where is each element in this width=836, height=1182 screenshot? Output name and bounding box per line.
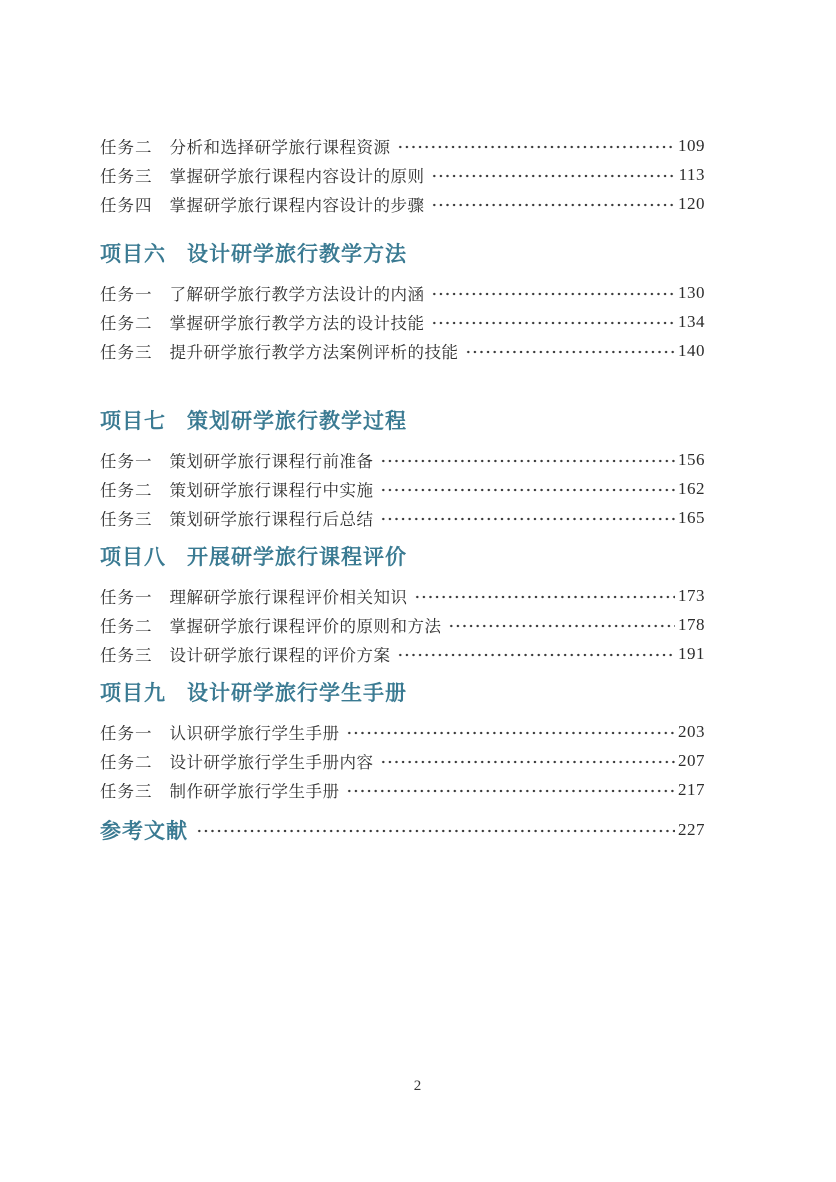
- toc-task-row: [100, 610, 705, 639]
- task-page-number: 156: [678, 449, 705, 469]
- task-title: 掌握研学旅行教学方法的设计技能: [169, 313, 425, 333]
- task-title: 设计研学旅行学生手册内容: [169, 752, 374, 772]
- toc-task-row: [100, 278, 705, 307]
- dot-leader: [448, 618, 676, 634]
- dot-leader: [431, 315, 676, 331]
- section-label: 项目六: [100, 242, 166, 266]
- task-page-number: 173: [678, 585, 705, 605]
- section-title: 策划研学旅行教学过程: [187, 409, 407, 433]
- section-header-project-7: [100, 405, 705, 435]
- dot-leader: [397, 139, 676, 155]
- dot-leader: [380, 754, 676, 770]
- toc-task-row: [100, 307, 705, 336]
- section-header-project-9: [100, 677, 705, 707]
- dot-leader: [346, 725, 676, 741]
- section-title: 设计研学旅行学生手册: [187, 681, 407, 705]
- toc-task-row: [100, 639, 705, 668]
- task-page-number: 134: [678, 311, 705, 331]
- task-label: 任务四: [100, 195, 153, 215]
- task-title: 理解研学旅行课程评价相关知识: [169, 587, 408, 607]
- task-title: 策划研学旅行课程行中实施: [169, 480, 374, 500]
- task-label: 任务二: [100, 752, 153, 772]
- task-title: 设计研学旅行课程的评价方案: [169, 645, 391, 665]
- toc-task-row: [100, 717, 705, 746]
- toc-task-row: [100, 746, 705, 775]
- dot-leader: [380, 511, 676, 527]
- section-label: 项目八: [100, 545, 166, 569]
- task-page-number: 203: [678, 721, 705, 741]
- toc-task-row: [100, 160, 705, 189]
- task-title: 掌握研学旅行课程内容设计的原则: [169, 166, 425, 186]
- toc-task-row: [100, 775, 705, 804]
- dot-leader: [346, 783, 676, 799]
- toc-task-row: [100, 336, 705, 365]
- section-label: 项目七: [100, 409, 166, 433]
- dot-leader: [431, 197, 676, 213]
- task-page-number: 140: [678, 340, 705, 360]
- task-title: 认识研学旅行学生手册: [169, 723, 340, 743]
- task-title: 了解研学旅行教学方法设计的内涵: [169, 284, 425, 304]
- references-entry: [100, 815, 705, 845]
- task-title: 制作研学旅行学生手册: [169, 781, 340, 801]
- section-title: 开展研学旅行课程评价: [187, 545, 407, 569]
- toc-task-row: [100, 445, 705, 474]
- task-page-number: 165: [678, 507, 705, 527]
- task-label: 任务二: [100, 313, 153, 333]
- dot-leader: [397, 647, 676, 663]
- toc-task-row: [100, 189, 705, 218]
- task-label: 任务一: [100, 723, 153, 743]
- task-label: 任务三: [100, 342, 153, 362]
- task-label: 任务一: [100, 284, 153, 304]
- task-label: 任务一: [100, 587, 153, 607]
- section-header-project-6: [100, 238, 705, 268]
- dot-leader: [431, 286, 676, 302]
- task-page-number: 130: [678, 282, 705, 302]
- dot-leader: [196, 822, 675, 840]
- toc-task-row: [100, 131, 705, 160]
- task-title: 掌握研学旅行课程内容设计的步骤: [169, 195, 425, 215]
- task-page-number: 191: [678, 643, 705, 663]
- task-title: 策划研学旅行课程行后总结: [169, 509, 374, 529]
- task-page-number: 207: [678, 750, 705, 770]
- task-title: 提升研学旅行教学方法案例评析的技能: [169, 342, 459, 362]
- dot-leader: [431, 168, 676, 184]
- task-page-number: 162: [678, 478, 705, 498]
- toc-task-row: [100, 581, 705, 610]
- task-label: 任务三: [100, 166, 153, 186]
- references-page-number: 227: [678, 820, 705, 839]
- section-title: 设计研学旅行教学方法: [187, 242, 407, 266]
- toc-task-row: [100, 503, 705, 532]
- task-label: 任务三: [100, 509, 153, 529]
- dot-leader: [380, 482, 676, 498]
- task-page-number: 113: [678, 164, 705, 184]
- task-page-number: 178: [678, 614, 705, 634]
- task-title: 策划研学旅行课程行前准备: [169, 451, 374, 471]
- folio-page-number: 2: [413, 1078, 423, 1094]
- section-header-project-8: [100, 541, 705, 571]
- task-title: 掌握研学旅行课程评价的原则和方法: [169, 616, 442, 636]
- task-page-number: 120: [678, 193, 705, 213]
- task-label: 任务一: [100, 451, 153, 471]
- task-page-number: 109: [678, 135, 705, 155]
- task-label: 任务二: [100, 137, 153, 157]
- task-page-number: 217: [678, 779, 705, 799]
- dot-leader: [414, 589, 676, 605]
- toc-task-row: [100, 474, 705, 503]
- task-label: 任务二: [100, 480, 153, 500]
- task-label: 任务二: [100, 616, 153, 636]
- section-label: 项目九: [100, 681, 166, 705]
- dot-leader: [465, 344, 676, 360]
- task-label: 任务三: [100, 781, 153, 801]
- references-title: 参考文献: [100, 819, 188, 843]
- dot-leader: [380, 453, 676, 469]
- task-label: 任务三: [100, 645, 153, 665]
- task-title: 分析和选择研学旅行课程资源: [169, 137, 391, 157]
